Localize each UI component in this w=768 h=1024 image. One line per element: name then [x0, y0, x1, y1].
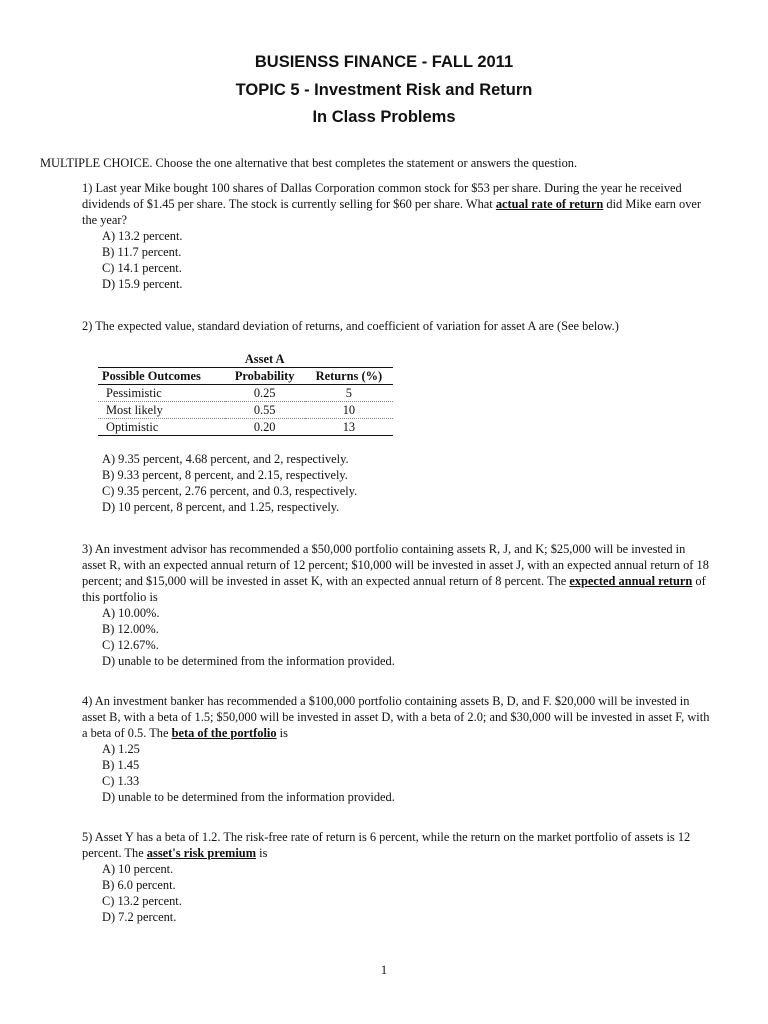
question-2-option-a: A) 9.35 percent, 4.68 percent, and 2, respectively. [102, 452, 349, 466]
title-line-3: In Class Problems [312, 108, 456, 126]
title-line-1: BUSIENSS FINANCE - FALL 2011 [254, 53, 514, 71]
question-1-option-a: A) 13.2 percent. [102, 229, 183, 243]
question-3-number: 3) [82, 542, 93, 556]
table-cell: 13 [305, 419, 393, 436]
question-4-text-before: An investment banker has recommended a $100,000 portfolio containing assets B, D, and F. $20,000 will be invested in asset B, with a beta of 1.5; $50,000 will be invested in asset D, with a beta of 2.0; and $30,000 will be invested in asset F, with a beta of 0.5. The [82, 694, 710, 740]
table-caption: Asset A [244, 352, 285, 366]
question-1-number: 1) [82, 181, 93, 195]
question-1-text-after: did Mike earn over the year? [82, 197, 702, 227]
question-3-option-c: C) 12.67%. [102, 638, 159, 652]
table-header-returns: Returns (%) [305, 368, 393, 385]
asset-a-table [98, 351, 393, 436]
question-5-text-after: is [256, 846, 268, 860]
question-2-text [82, 318, 712, 334]
table-row [98, 419, 393, 436]
question-1-text [82, 180, 712, 228]
question-3-options [102, 605, 712, 669]
question-2 [82, 318, 712, 334]
question-2-answers [82, 451, 712, 515]
question-3-text [82, 541, 712, 605]
question-4-option-d: D) unable to be determined from the information provided. [102, 790, 395, 804]
table-cell: Pessimistic [98, 385, 225, 402]
table-cell: 0.25 [225, 385, 305, 402]
question-2-option-c: C) 9.35 percent, 2.76 percent, and 0.3, respectively. [102, 484, 358, 498]
table-row [98, 385, 393, 402]
question-5-text-before: Asset Y has a beta of 1.2. The risk-free rate of return is 6 percent, while the return on the market portfolio of assets is 12 percent. The [82, 830, 691, 860]
question-4-option-a: A) 1.25 [102, 742, 140, 756]
table-cell: 0.55 [225, 402, 305, 419]
question-5-option-b: B) 6.0 percent. [102, 878, 176, 892]
question-5-option-a: A) 10 percent. [102, 862, 174, 876]
question-5-number: 5) [82, 830, 93, 844]
question-4-option-c: C) 1.33 [102, 774, 140, 788]
question-1-emphasis: actual rate of return [495, 197, 604, 211]
question-4-option-b: B) 1.45 [102, 758, 140, 772]
instructions [40, 155, 750, 171]
question-5-emphasis: asset's risk premium [146, 846, 257, 860]
question-5 [82, 829, 712, 925]
question-1-options [102, 228, 712, 292]
table-cell: 10 [305, 402, 393, 419]
question-4-text-after: is [276, 726, 288, 740]
question-2-option-d: D) 10 percent, 8 percent, and 1.25, respectively. [102, 500, 340, 514]
question-3 [82, 541, 712, 669]
instructions-text: Choose the one alternative that best completes the statement or answers the question. [155, 156, 578, 170]
question-5-options [102, 861, 712, 925]
table-cell: 0.20 [225, 419, 305, 436]
question-3-text-before: An investment advisor has recommended a $50,000 portfolio containing assets R, J, and K; $25,000 will be invested in asset R, with an expected annual return of 12 percent; $10,000 will be invested in asset J, with an expected annual return of 18 percent; and $15,000 will be invested in asset K, with an expected annual return of 8 percent. The [82, 542, 709, 588]
table-cell: Most likely [98, 402, 225, 419]
question-4-options [102, 741, 712, 805]
table-row [98, 402, 393, 419]
question-2-text-before: The expected value, standard deviation of returns, and coefficient of variation for asset A are (See below.) [95, 319, 619, 333]
question-3-text-after: of this portfolio is [82, 574, 706, 604]
question-1-text-before: Last year Mike bought 100 shares of Dallas Corporation common stock for $53 per share. During the year he received dividends of $1.45 per share. The stock is currently selling for $60 per share. What [82, 181, 682, 211]
question-3-emphasis: expected annual return [569, 574, 693, 588]
question-1 [82, 180, 712, 292]
question-4 [82, 693, 712, 805]
question-4-emphasis: beta of the portfolio [171, 726, 277, 740]
question-3-option-a: A) 10.00%. [102, 606, 160, 620]
question-4-number: 4) [82, 694, 93, 708]
instructions-label: MULTIPLE CHOICE. [40, 156, 153, 170]
table-header-probability: Probability [225, 368, 305, 385]
table-cell: Optimistic [98, 419, 225, 436]
question-5-option-d: D) 7.2 percent. [102, 910, 177, 924]
question-5-option-c: C) 13.2 percent. [102, 894, 182, 908]
question-2-options [102, 451, 712, 515]
question-3-option-b: B) 12.00%. [102, 622, 159, 636]
title-line-2: TOPIC 5 - Investment Risk and Return [235, 81, 533, 99]
table-header-outcomes: Possible Outcomes [98, 368, 225, 385]
page-number: 1 [380, 963, 388, 977]
question-4-text [82, 693, 712, 741]
question-2-number: 2) [82, 319, 93, 333]
question-1-option-c: C) 14.1 percent. [102, 261, 182, 275]
question-1-option-b: B) 11.7 percent. [102, 245, 182, 259]
question-3-option-d: D) unable to be determined from the information provided. [102, 654, 395, 668]
question-2-option-b: B) 9.33 percent, 8 percent, and 2.15, respectively. [102, 468, 348, 482]
table-cell: 5 [305, 385, 393, 402]
question-1-option-d: D) 15.9 percent. [102, 277, 183, 291]
question-5-text [82, 829, 712, 861]
